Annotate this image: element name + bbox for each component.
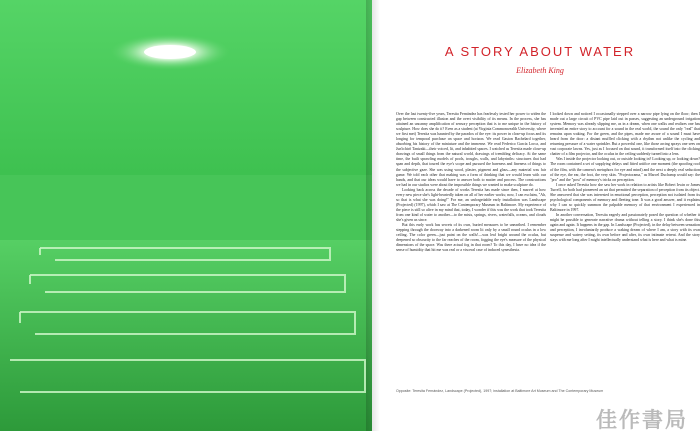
publisher-watermark: 佳作書局 [596,408,688,432]
text-page [380,0,700,431]
photo-caption: Opposite: Teresita Fernández, Landscape (Projected), 1997; installation at Baltimore Art Museum and The Contemporary Museum [396,389,604,393]
ceiling-oculus [144,45,196,59]
paragraph: I looked down and noticed I occasionally stepped over a narrow pipe lying on the floor; then I made out a large circuit of PVC pipe laid out in passes, suggesting an underground irrigation system. Memory was already slipping me, as in a dream, when one walks and realizes one has invented an entire story to account for a sound in the real world, the sound the only "real" that remains upon waking. For the green, and the pipes, made me aware of a sound I must have heard from the door: a distant muffled clicking with a rhythm not unlike the cycling and returning pressure of a water sprinkler. But a powerful one, like those arcing sprays one sees on vast corporate lawns. Yes, just as I focused on that sound, it transformed itself into the clicking chatter of a film projector, and the oculus in the ceiling suddenly turned into a lens. [550,112,700,157]
article-title: A STORY ABOUT WATER [444,44,636,59]
paragraph: I once asked Teresita how she saw her work in relation to artists like Robert Irwin or James Turrell, for both had pioneered an art that permitted the separation of perception from its object. She answered that she was interested in emotional perception, perception not isolated from its psychological components of memory and fleeting tone. It was a good answer, and it explains why I can so quickly summon the palpable memory of that environment I experienced in Baltimore in 1997. [550,182,700,212]
paragraph: Looking back across the decade of works Teresita has made since then, I marvel at how every new piece she's light-heartedly taken on all of her earlier works; now, I can exclaim, "Ah, so that is what she was doing!" For me, an unforgettable early installation was Landscape (Projected) (1997), which I saw at The Contemporary Museum in Baltimore. My experience of the piece is still so alive in my mind that, today, I wonder if this was the work that took Teresita from one kind of water to another—to the mists, springs, rivers, waterfalls, oceans, and clouds she's given us since. [396,187,546,222]
paragraph: In another conversation, Teresita eagerly and passionately posed the question of whether it might be possible to generate narrative drama without telling a story. I think she's done this again and again. It happens in the gap. In Landscape (Projected), in the delay between sensation and perception, I involuntarily produce a waking dream of where I am, a story with its own suspense and watery setting, its own before and after, its own intimate retreat. And the story stays with me long after I might intellectually understand what is here and what is mine. [550,212,700,243]
text-column-left [396,112,546,253]
paragraph: But this early work has secrets of its own, buried measures to be unearthed. I remember stepping through the doorway into a darkened room lit only by a small round oculus in a low ceiling. The color green—just paint on the walls!—was leaf bright around the oculus, but deepened so obscurity to the far reaches of the room, fogging the eye's measure of the physical dimensions of the space. Was there actual fog in that room? To this day, I have no idea if the sense of humidity that hit me was real or a visceral case of induced synesthesia. [396,223,546,253]
paragraph: Was I inside the projector looking out, or outside looking in? Looking up, or looking down? The room contained a set of supplying delays and fitted artifice one moment (the spoofing roof of the film, with the camera's metaphors for eye and mind) and the next a deeply real seduction of the eye, the ear, the foot, the very skin. "Projectorama," as Marcel Duchamp would say: the "pro" and the "post" of memory's tricks on perception. [550,157,700,182]
book-spine-shadow [366,0,380,431]
paragraph: Over the last twenty-five years, Teresita Fernández has fearlessly tested her power to widen the gap between constructed illusion and the overt visibility of its means. In the process, she has attained an uncanny amplification of sensory perception that is to me unique in the history of sculpture. How does she do it? Even as a student (at Virginia Commonwealth University, where we first met) Teresita was haunted by the paradox of the eye: its power in close-up focus and its longing for temporal purchase on space and horizon. We read Gaston Bachelard together, absorbing his history of the miniature and the immense. We read Federico García Lorca, and Jun'ichirō Tanizaki—their voiced, lit, and inhabited spaces. I watched as Teresita made close-up drawings of small things from the natural world, drawings of trembling delicacy. At the same time, the built sprawling models of pools, troughs, walls, and labyrinths: structures that had span and depth, that toured the eye's scope and pursued the bareness and fineness of things to the subjective gaze. She was using wood, plaster, pigment and glass—any material was fair game. We told each other that making was a form of thinking that we would learn with our hands, and that our ideas would have to answer both to matter and process. The constructions we had in our studios were about the impossible things we wanted to make sculpture do. [396,112,546,187]
article-author: Elizabeth King [516,66,564,75]
text-column-right [550,112,700,243]
